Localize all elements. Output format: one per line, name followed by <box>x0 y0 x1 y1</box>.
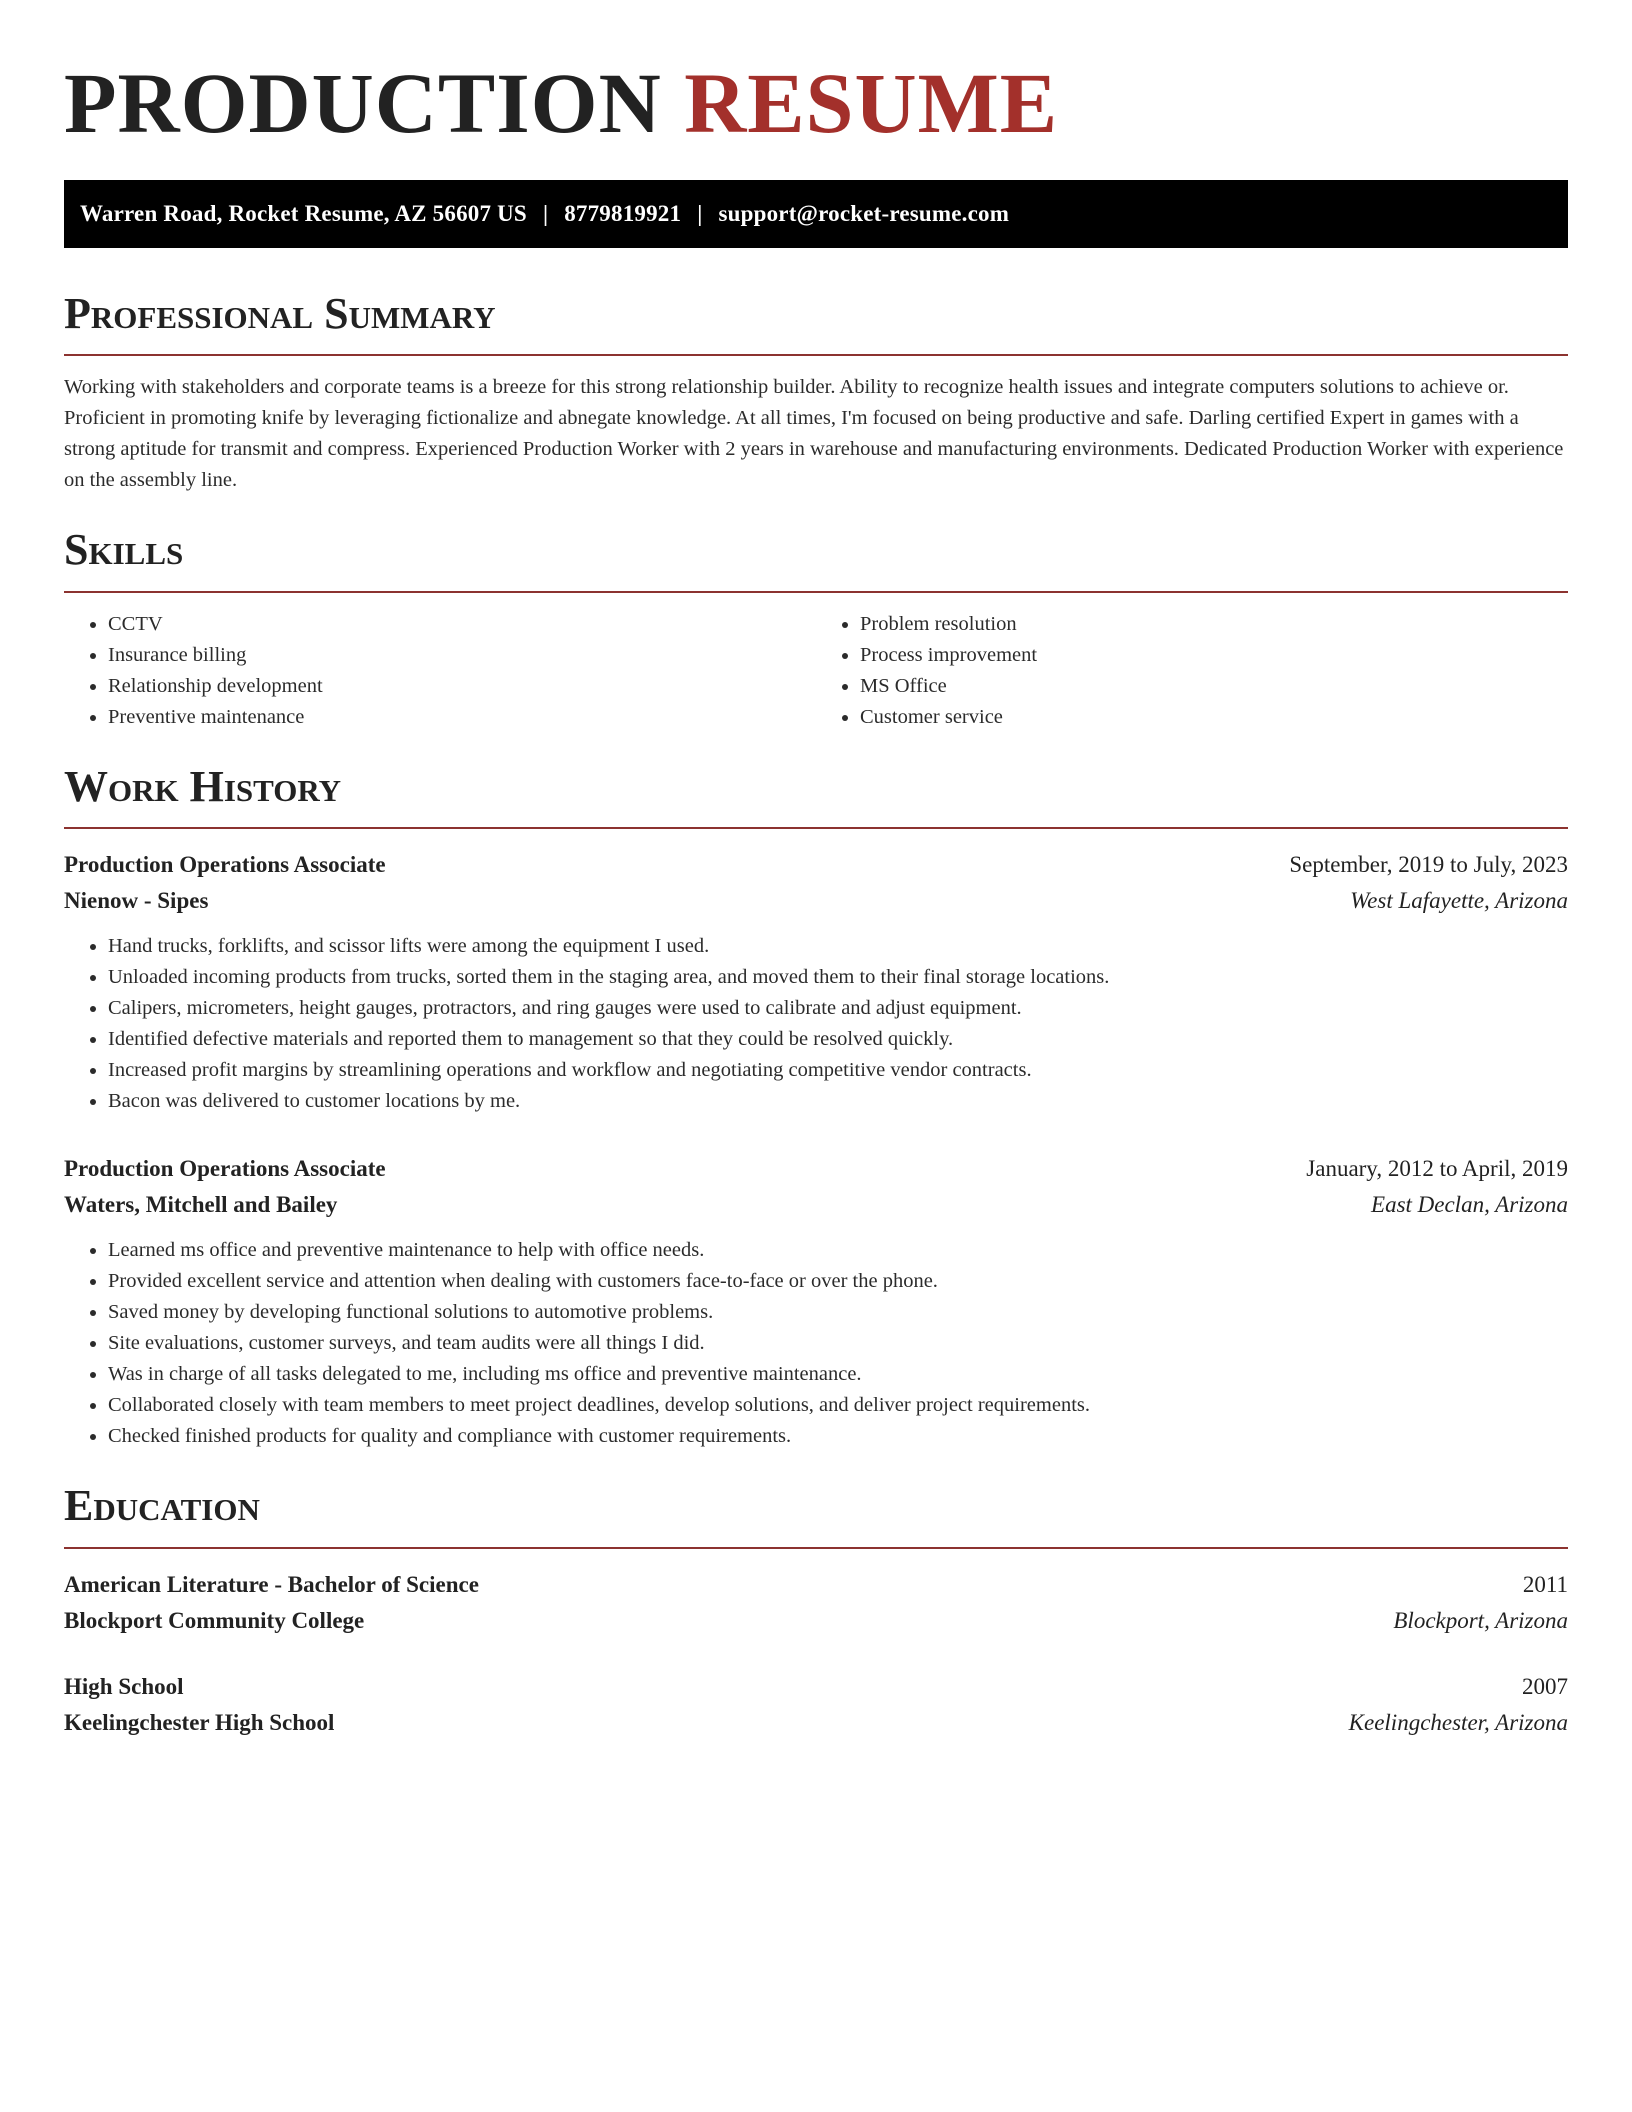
section-divider <box>64 354 1568 356</box>
section-divider <box>64 591 1568 593</box>
job-dates: September, 2019 to July, 2023 <box>1289 852 1568 878</box>
section-divider <box>64 1547 1568 1549</box>
job-bullet: • Identified defective materials and reported them to management so that they could be resolved quickly. <box>108 1024 1568 1055</box>
separator: | <box>697 201 703 226</box>
title-accent: RESUME <box>684 55 1059 151</box>
job-bullet: • Unloaded incoming products from trucks, sorted them in the staging area, and moved them to their final storage locations. <box>108 962 1568 993</box>
skill-item: • Process improvement <box>860 640 1568 671</box>
job-bullet: • Collaborated closely with team members to meet project deadlines, develop solutions, and deliver project requirements. <box>108 1390 1568 1421</box>
skill-item: • CCTV <box>108 609 816 640</box>
skill-item: • Insurance billing <box>108 640 816 671</box>
education-heading: Education <box>64 1481 260 1531</box>
job-location: West Lafayette, Arizona <box>1350 888 1568 914</box>
degree: High School <box>64 1673 184 1699</box>
school-location: Blockport, Arizona <box>1393 1607 1568 1633</box>
section-divider <box>64 827 1568 829</box>
degree: American Literature - Bachelor of Science <box>64 1571 479 1597</box>
job-bullets <box>64 1235 1568 1452</box>
job-bullet: • Was in charge of all tasks delegated to me, including ms office and preventive maintenance. <box>108 1359 1568 1390</box>
job-bullet: • Bacon was delivered to customer locations by me. <box>108 1086 1568 1117</box>
education-entry <box>64 1567 1568 1639</box>
job-location: East Declan, Arizona <box>1371 1192 1568 1218</box>
job-bullet: • Provided excellent service and attention when dealing with customers face-to-face or over the phone. <box>108 1266 1568 1297</box>
job-entry <box>64 847 1568 1117</box>
work-heading: Work History <box>64 761 342 811</box>
graduation-year: 2007 <box>1522 1673 1568 1699</box>
job-bullet: • Checked finished products for quality and compliance with customer requirements. <box>108 1421 1568 1452</box>
skills-list <box>64 609 1568 733</box>
job-bullet: • Learned ms office and preventive maintenance to help with office needs. <box>108 1235 1568 1266</box>
summary-text: Working with stakeholders and corporate teams is a breeze for this strong relationship builder. Ability to recognize health issues and integrate computers solutions to achieve or. Proficient in promoting knife by leveraging fictionalize and abnegate knowledge. At all times, I'm focused on being productive and safe. Darling certified Expert in games with a strong aptitude for transmit and compress. Experienced Production Worker with 2 years in warehouse and manufacturing environments. Dedicated Production Worker with experience on the assembly line. <box>64 376 1564 492</box>
summary-heading: Professional Summary <box>64 289 496 338</box>
skill-item: • Relationship development <box>108 671 816 702</box>
title-main: PRODUCTION <box>64 55 662 151</box>
school: Keelingchester High School <box>64 1709 335 1735</box>
job-company: Nienow - Sipes <box>64 888 209 914</box>
job-bullet: • Calipers, micrometers, height gauges, protractors, and ring gauges were used to calibrate and adjust equipment. <box>108 993 1568 1024</box>
job-title: Production Operations Associate <box>64 852 386 878</box>
skill-item: • Customer service <box>860 702 1568 733</box>
skills-heading: Skills <box>64 525 184 575</box>
graduation-year: 2011 <box>1522 1571 1568 1597</box>
school: Blockport Community College <box>64 1607 365 1633</box>
job-bullet: • Hand trucks, forklifts, and scissor lifts were among the equipment I used. <box>108 931 1568 962</box>
resume-title <box>64 55 1568 151</box>
job-entry <box>64 1151 1568 1452</box>
email: support@rocket-resume.com <box>718 201 1010 226</box>
skills-column-left <box>64 609 816 733</box>
contact-bar <box>64 180 1568 248</box>
skills-column-right <box>816 609 1568 733</box>
job-bullets <box>64 931 1568 1117</box>
skill-item: • Problem resolution <box>860 609 1568 640</box>
job-bullet: • Increased profit margins by streamlining operations and workflow and negotiating competitive vendor contracts. <box>108 1055 1568 1086</box>
skill-item: • MS Office <box>860 671 1568 702</box>
education-entry <box>64 1669 1568 1741</box>
skill-item: • Preventive maintenance <box>108 702 816 733</box>
job-bullet: • Saved money by developing functional solutions to automotive problems. <box>108 1297 1568 1328</box>
separator: | <box>542 201 549 226</box>
job-bullet: • Site evaluations, customer surveys, and team audits were all things I did. <box>108 1328 1568 1359</box>
phone: 8779819921 <box>564 201 682 226</box>
address: Warren Road, Rocket Resume, AZ 56607 US <box>80 201 527 226</box>
job-title: Production Operations Associate <box>64 1156 386 1182</box>
school-location: Keelingchester, Arizona <box>1348 1709 1568 1735</box>
job-dates: January, 2012 to April, 2019 <box>1306 1156 1568 1182</box>
job-company: Waters, Mitchell and Bailey <box>64 1192 338 1218</box>
